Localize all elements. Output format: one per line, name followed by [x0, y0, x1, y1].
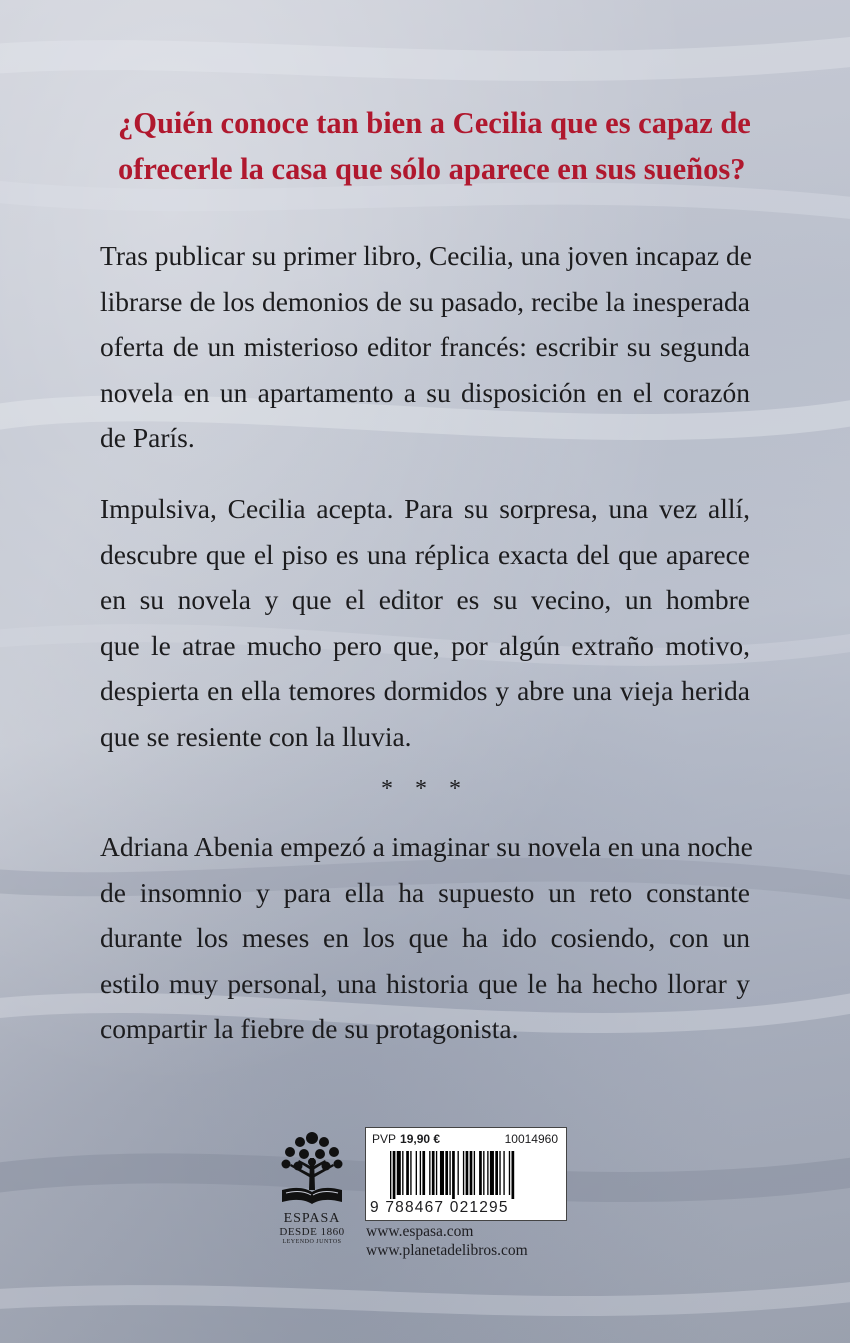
barcode-bar — [440, 1151, 444, 1195]
text-line: despierta en ella temores dormidos y abre una vieja herida — [100, 675, 750, 706]
publisher-urls — [366, 1222, 606, 1260]
text-line: oferta de un misterioso editor francés: escribir su segunda — [100, 331, 750, 362]
text-line: Tras publicar su primer libro, Cecilia, una joven incapaz de — [100, 240, 752, 271]
isbn-digits: 9 788467 021295 — [370, 1199, 509, 1216]
barcode-bar — [432, 1151, 435, 1195]
url-link[interactable]: www.espasa.com — [366, 1223, 474, 1240]
barcode-bar — [458, 1151, 459, 1195]
barcode-bar — [422, 1151, 425, 1195]
text-line: Impulsiva, Cecilia acepta. Para su sorpresa, una vez allí, — [100, 493, 750, 524]
barcode-bar — [463, 1151, 464, 1195]
barcode-label — [365, 1127, 567, 1221]
barcode-bar — [420, 1151, 421, 1195]
barcode-bar — [397, 1151, 401, 1195]
url-link[interactable]: www.planetadelibros.com — [366, 1242, 528, 1259]
text-line: Adriana Abenia empezó a imaginar su novela en una noche — [100, 831, 753, 862]
text-line: descubre que el piso es una réplica exacta del que aparece — [100, 538, 750, 570]
text-line: librarse de los demonios de su pasado, recibe la inesperada — [100, 285, 750, 317]
text-line: estilo muy personal, una historia que le ha hecho llorar y — [100, 967, 750, 999]
price-row — [372, 1130, 560, 1148]
text-line: de París. — [100, 422, 195, 453]
barcode-bar — [452, 1151, 455, 1199]
publisher-since: DESDE 1860 — [279, 1226, 345, 1238]
barcode-bar — [466, 1151, 469, 1195]
publisher-logo — [272, 1128, 352, 1246]
barcode-bars — [390, 1151, 550, 1199]
barcode-bar — [509, 1151, 510, 1195]
tagline — [118, 100, 758, 192]
barcode-bar — [402, 1151, 403, 1195]
barcode-bar — [390, 1151, 391, 1199]
barcode-bar — [490, 1151, 494, 1195]
barcode-bar — [393, 1151, 396, 1199]
tree-book-icon — [276, 1128, 348, 1210]
text-line: de insomnio y para ella ha supuesto un reto constante — [100, 876, 750, 908]
barcode-bar — [416, 1151, 417, 1195]
price-value: 19,90 € — [400, 1132, 441, 1146]
barcode-bar — [479, 1151, 482, 1195]
product-code: 10014960 — [504, 1132, 558, 1146]
synopsis-paragraph-2 — [100, 486, 750, 759]
price-label: PVP — [372, 1132, 397, 1146]
text-line: compartir la fiebre de su protagonista. — [100, 1013, 519, 1044]
tagline-line: ofrecerle la casa que sólo aparece en sus sueños? — [118, 152, 746, 186]
barcode-bar — [499, 1151, 500, 1195]
barcode-bar — [474, 1151, 475, 1195]
synopsis-paragraph-1 — [100, 233, 750, 461]
barcode-bar — [483, 1151, 484, 1195]
text-line: que le atrae mucho pero que, por algún extraño motivo, — [100, 629, 750, 661]
barcode-bar — [512, 1151, 515, 1199]
publisher-name: ESPASA — [283, 1211, 341, 1226]
barcode-bar — [449, 1151, 450, 1195]
barcode-bar — [410, 1151, 411, 1195]
barcode-bar — [503, 1151, 504, 1195]
barcode-bar — [470, 1151, 473, 1195]
barcode-bar — [436, 1151, 437, 1195]
text-line: novela en un apartamento a su disposición en el corazón — [100, 376, 750, 408]
barcode-bar — [429, 1151, 430, 1195]
author-paragraph — [100, 824, 753, 1052]
barcode-bar — [487, 1151, 488, 1195]
text-line: en su novela y que el editor es su vecino, un hombre — [100, 584, 750, 615]
barcode-bar — [495, 1151, 498, 1195]
barcode-bar — [445, 1151, 448, 1195]
text-line: durante los meses en los que ha ido cosiendo, con un — [100, 922, 750, 953]
tagline-line: ¿Quién conoce tan bien a Cecilia que es capaz de — [118, 106, 751, 140]
barcode-bar — [406, 1151, 409, 1195]
text-line: que se resiente con la lluvia. — [100, 720, 412, 752]
section-separator: * * * — [381, 776, 469, 802]
publisher-motto: LEYENDO JUNTOS — [282, 1239, 342, 1245]
